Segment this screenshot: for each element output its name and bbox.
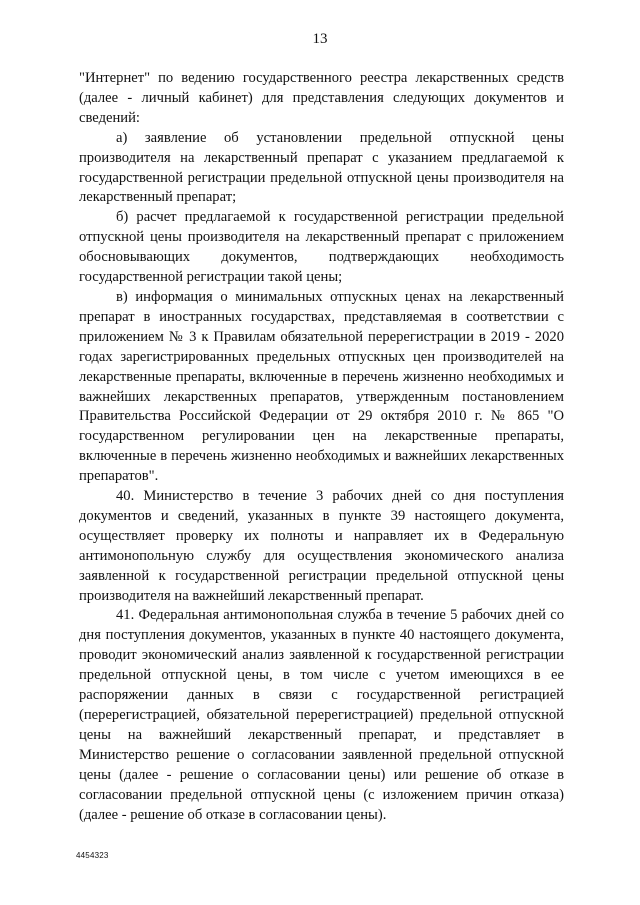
paragraph-item-a [79,129,564,209]
paragraph-clause-41 [79,606,564,825]
page-number: 13 [312,31,328,47]
document-code: 4454323 [76,851,109,860]
paragraph-intro [79,69,564,129]
paragraph-text: "Интернет" по ведению государственного реестра лекарственных средств (далее - личный кабинет) для представления следующих документов и сведений: [79,70,564,126]
paragraph-item-c [79,288,564,487]
paragraph-text: б) расчет предлагаемой к государственной регистрации предельной отпускной цены производителя на лекарственный препарат с приложением обосновывающих документов, подтверждающих необходимость государственной регистрации такой цены; [79,209,564,286]
paragraph-item-b [79,208,564,288]
paragraph-clause-40 [79,487,564,606]
paragraph-text: 41. Федеральная антимонопольная служба в течение 5 рабочих дней со дня поступления документов, указанных в пункте 40 настоящего документа, проводит экономический анализ заявленной к государственной регистрации предельной отпускной цены, в том числе с учетом имеющихся в ее распоряжении данных в связи с государственной регистрацией (перерегистрацией, обязательной перерегистрацией) предельной отпускной цены на важнейший лекарственный препарат, и представляет в Министерство решение о согласовании заявленной предельной отпускной цены (далее - решение о согласовании цены) или решение об отказе в согласовании предельной отпускной цены (с изложением причин отказа) (далее - решение об отказе в согласовании цены). [79,607,564,823]
paragraph-text: в) информация о минимальных отпускных ценах на лекарственный препарат в иностранных государствах, представляемая в соответствии с приложением № 3 к Правилам обязательной перерегистрации в 2019 - 2020 годах зарегистрированных предельных отпускных цен производителей на лекарственные препараты, включенные в перечень жизненно необходимых и важнейших лекарственных препаратов, утвержденным постановлением Правительства Российской Федерации от 29 октября 2010 г. № 865 "О государственном регулировании цен на лекарственные препараты, включенные в перечень жизненно необходимых и важнейших лекарственных препаратов". [79,288,564,485]
paragraph-text: а) заявление об установлении предельной отпускной цены производителя на лекарственный препарат с указанием предлагаемой к государственной регистрации предельной отпускной цены производителя на лекарственный препарат; [79,129,564,206]
document-body [79,69,564,825]
paragraph-text: 40. Министерство в течение 3 рабочих дней со дня поступления документов и сведений, указанных в пункте 39 настоящего документа, осуществляет проверку их полноты и направляет их в Федеральную антимонопольную службу для осуществления экономического анализа заявленной к государственной регистрации предельной отпускной цены производителя на важнейший лекарственный препарат. [79,488,564,604]
